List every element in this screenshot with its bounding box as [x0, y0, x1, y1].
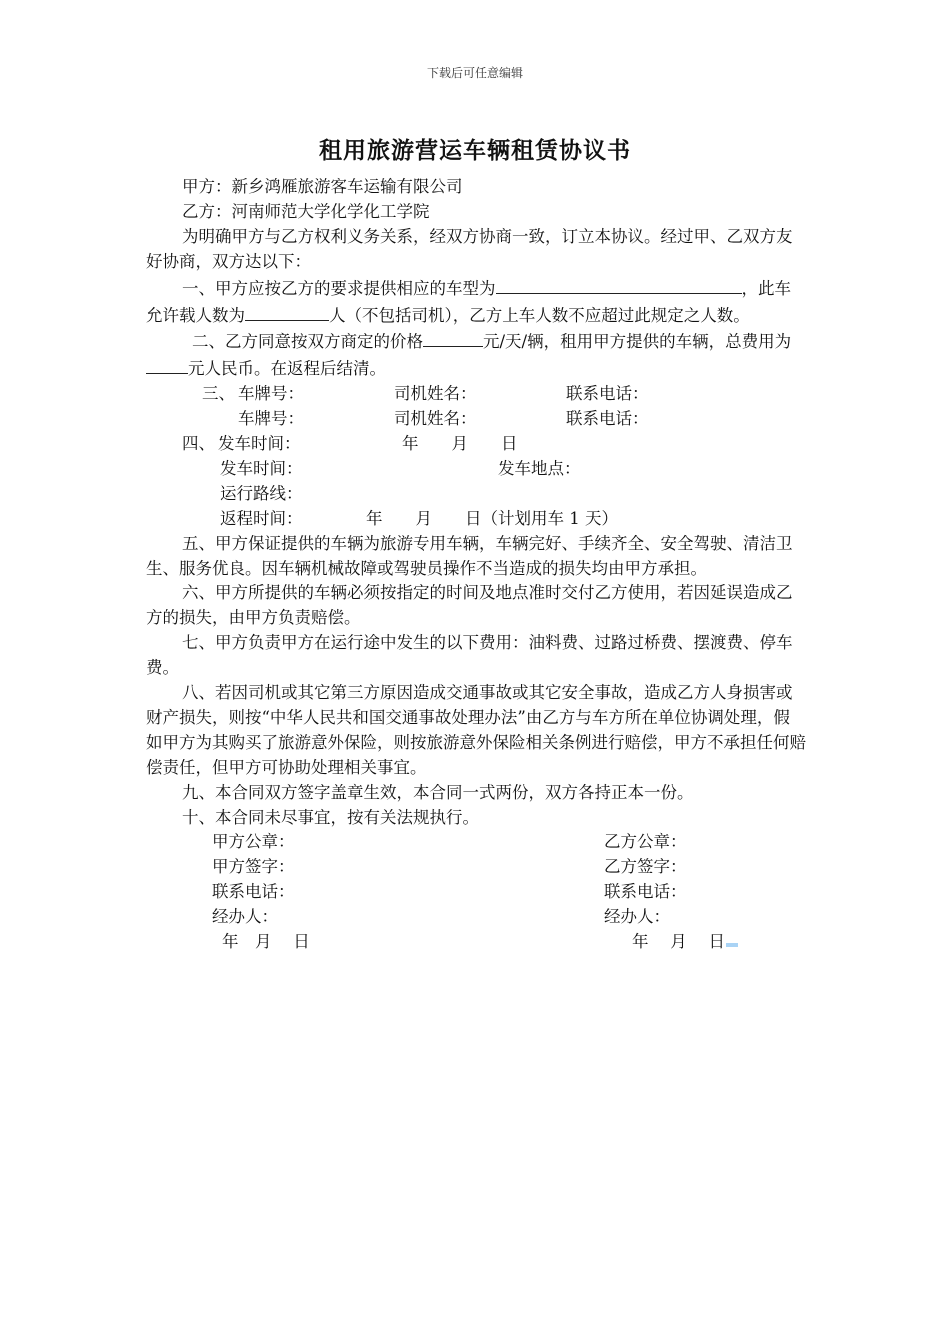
passenger-count-blank[interactable]	[245, 302, 329, 321]
clause-4-number: 四、	[182, 434, 215, 454]
signature-row-seal	[146, 830, 806, 855]
return-time-label: 返程时间：	[220, 508, 303, 528]
party-a: 甲方：新乡鸿雁旅游客车运输有限公司	[182, 177, 463, 196]
clause-4-row-2	[146, 457, 806, 482]
driver-label: 司机姓名：	[394, 384, 477, 404]
clause-2-text-b: 元/天/辆，租用甲方提供的车辆，总费用为	[483, 332, 792, 352]
depart-place-label: 发车地点：	[498, 458, 581, 478]
clause-3-row-1	[146, 382, 806, 407]
driver-label-2: 司机姓名：	[394, 409, 477, 429]
cursor-highlight	[726, 943, 738, 947]
clause-8: 八、若因司机或其它第三方原因造成交通事故或其它安全事故，造成乙方人身损害或财产损失，则按“中华人民共和国交通事故处理办法”由乙方与车方所在单位协调处理，假如甲方为其购买了旅游意外保险，则按旅游意外保险相关条例进行赔偿，甲方不承担任何赔偿责任，但甲方可协助处理相关事宜。	[146, 683, 806, 777]
signature-row-sign	[146, 855, 806, 880]
party-b-agent-label: 经办人：	[604, 907, 670, 927]
clause-2	[146, 328, 806, 382]
depart-date: 年 月 日	[402, 434, 518, 454]
return-date: 年 月 日（计划用车 1 天）	[366, 508, 618, 528]
depart-time-label-2: 发车时间：	[220, 458, 303, 478]
clause-10: 十、本合同未尽事宜，按有关法规执行。	[182, 807, 479, 827]
clause-2-text-a: 二、乙方同意按双方商定的价格	[192, 332, 423, 352]
clause-1-text-c: 人（不包括司机），乙方上车人数不应超过此规定之人数。	[329, 305, 750, 325]
party-a-seal-label: 甲方公章：	[212, 832, 295, 852]
plate-label-2: 车牌号：	[238, 409, 304, 429]
clause-3-row-2	[146, 407, 806, 432]
clause-9: 九、本合同双方签字盖章生效，本合同一式两份，双方各持正本一份。	[182, 782, 694, 802]
document-body	[146, 175, 806, 955]
clause-2-text-c: 元人民币。在返程后结清。	[188, 359, 386, 379]
clause-4-row-3	[146, 482, 806, 507]
party-b-sign-label: 乙方签字：	[604, 857, 687, 877]
plate-label: 车牌号：	[238, 384, 304, 404]
signature-row-agent	[146, 905, 806, 930]
clause-4-row-4	[146, 507, 806, 532]
total-cost-blank[interactable]	[146, 355, 188, 374]
price-blank[interactable]	[423, 328, 483, 347]
route-label: 运行路线：	[220, 483, 303, 503]
phone-label-2: 联系电话：	[566, 409, 649, 429]
vehicle-type-blank[interactable]	[496, 275, 742, 294]
depart-time-label: 发车时间：	[218, 434, 301, 454]
party-b-phone-label: 联系电话：	[604, 882, 687, 902]
party-a-date: 年 月 日	[222, 932, 310, 952]
clause-1	[146, 275, 806, 329]
party-b-seal-label: 乙方公章：	[604, 832, 687, 852]
clause-1-text-b: ，此车允许载人数为	[146, 278, 791, 325]
signature-row-date	[146, 930, 806, 955]
party-a-agent-label: 经办人：	[212, 907, 278, 927]
document-title: 租用旅游营运车辆租赁协议书	[319, 137, 631, 164]
clause-5: 五、甲方保证提供的车辆为旅游专用车辆，车辆完好、手续齐全、安全驾驶、清洁卫生、服务优良。因车辆机械故障或驾驶员操作不当造成的损失均由甲方承担。	[146, 533, 793, 578]
signature-row-phone	[146, 880, 806, 905]
intro-paragraph: 为明确甲方与乙方权利义务关系，经双方协商一致，订立本协议。经过甲、乙双方友好协商，双方达以下：	[146, 226, 793, 271]
party-b-date: 年 月 日	[632, 932, 725, 952]
clause-7: 七、甲方负责甲方在运行途中发生的以下费用：油料费、过路过桥费、摆渡费、停车费。	[146, 633, 793, 678]
party-a-sign-label: 甲方签字：	[212, 857, 295, 877]
page-header: 下载后可任意编辑	[426, 66, 523, 80]
party-b: 乙方：河南师范大学化学化工学院	[182, 201, 430, 221]
clause-1-text-a: 一、甲方应按乙方的要求提供相应的车型为	[182, 278, 496, 298]
phone-label: 联系电话：	[566, 384, 649, 404]
clause-3-number: 三、	[202, 384, 235, 404]
party-a-phone-label: 联系电话：	[212, 882, 295, 902]
clause-6: 六、甲方所提供的车辆必须按指定的时间及地点准时交付乙方使用，若因延误造成乙方的损失，由甲方负责赔偿。	[146, 583, 793, 628]
clause-4-row-1	[146, 432, 806, 457]
